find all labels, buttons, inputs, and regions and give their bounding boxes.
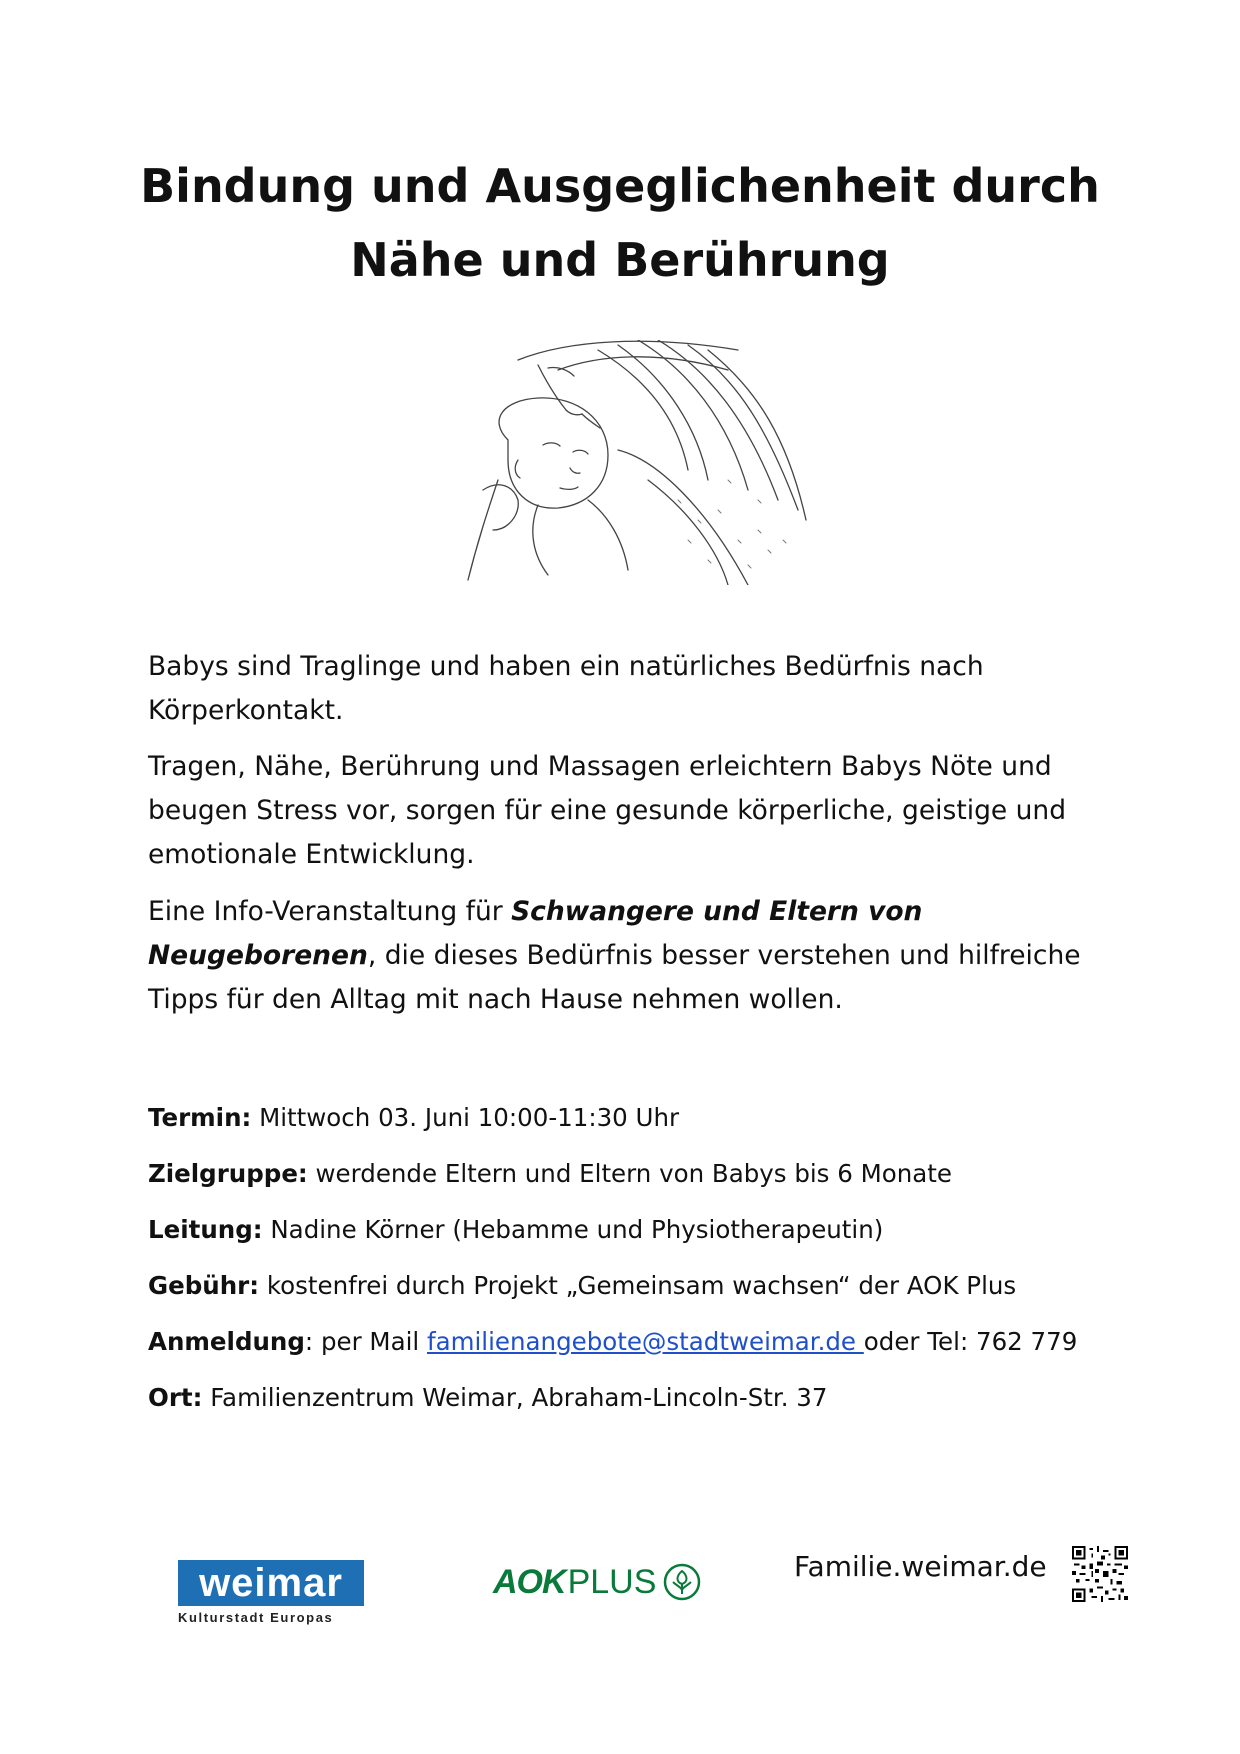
gebuehr-label: Gebühr:	[148, 1271, 260, 1300]
anmeldung-prefix: : per Mail	[304, 1327, 427, 1356]
ort-label: Ort:	[148, 1383, 203, 1412]
anmeldung-row	[148, 1324, 1077, 1360]
audience-emphasis: Schwangere und Eltern von Neugeborenen	[148, 896, 923, 971]
aok-tree-icon	[662, 1562, 702, 1602]
aok-logo-text: AOK	[493, 1562, 566, 1601]
qr-code-icon	[1072, 1546, 1128, 1602]
anmeldung-label: Anmeldung	[148, 1327, 305, 1356]
anmeldung-phone: oder Tel: 762 779	[863, 1327, 1078, 1356]
gebuehr-value: kostenfrei durch Projekt „Gemeinsam wachsen“ der AOK Plus	[259, 1271, 1017, 1300]
weimar-logo-wordmark: weimar	[178, 1560, 364, 1606]
termin-value: Mittwoch 03. Juni 10:00-11:30 Uhr	[251, 1103, 680, 1132]
aok-plus-logo	[493, 1558, 702, 1606]
termin-row	[148, 1100, 679, 1136]
audience-intro: Eine Info-Veranstaltung für	[148, 896, 512, 927]
ort-value: Familienzentrum Weimar, Abraham-Lincoln-Str. 37	[202, 1383, 828, 1412]
audience-rest: , die dieses Bedürfnis besser verstehen und hilfreiche Tipps für den Alltag mit nach Hause nehmen wollen.	[148, 940, 1081, 1015]
mother-baby-sketch-icon	[448, 340, 808, 585]
intro-paragraph: Babys sind Traglinge und haben ein natürliches Bedürfnis nach Körperkontakt.	[148, 651, 984, 726]
email-link[interactable]: familienangebote@stadtweimar.de	[427, 1327, 864, 1356]
weimar-logo	[178, 1560, 364, 1625]
termin-label: Termin:	[148, 1103, 252, 1132]
benefits-paragraph: Tragen, Nähe, Berührung und Massagen erleichtern Babys Nöte und beugen Stress vor, sorgen für eine gesunde körperliche, geistige und emotionale Entwicklung.	[148, 751, 1067, 870]
audience-paragraph	[148, 890, 1108, 1022]
weimar-logo-subtitle: Kulturstadt Europas	[178, 1610, 334, 1625]
gebuehr-row	[148, 1268, 1016, 1304]
leitung-row	[148, 1212, 883, 1248]
aok-plus-text: PLUS	[567, 1562, 657, 1601]
leitung-label: Leitung:	[148, 1215, 263, 1244]
leitung-value: Nadine Körner (Hebamme und Physiotherapeutin)	[262, 1215, 884, 1244]
zielgruppe-row	[148, 1156, 952, 1192]
title-line-1: Bindung und Ausgeglichenheit durch	[140, 159, 1100, 213]
website-link[interactable]: Familie.weimar.de	[794, 1550, 1047, 1583]
title-line-2: Nähe und Berührung	[350, 233, 890, 287]
zielgruppe-value: werdende Eltern und Eltern von Babys bis 6 Monate	[307, 1159, 952, 1188]
zielgruppe-label: Zielgruppe:	[148, 1159, 308, 1188]
ort-row	[148, 1380, 827, 1416]
